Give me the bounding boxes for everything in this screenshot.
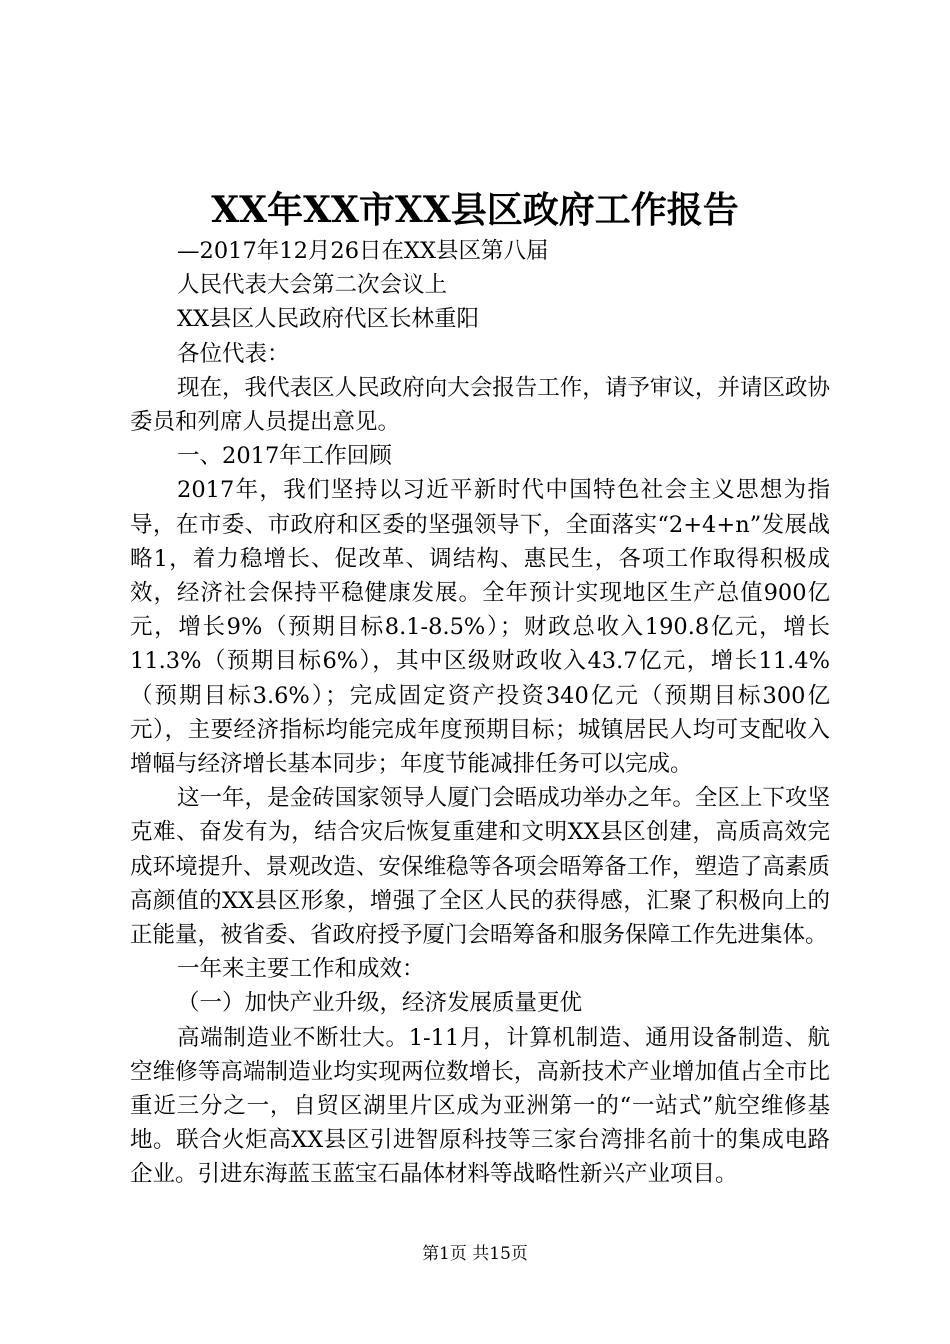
greeting: 各位代表： — [177, 340, 290, 367]
subtitle-line-speaker: XX县区人民政府代区长林重阳 — [177, 306, 480, 333]
paragraph-summit: 这一年，是金砖国家领导人厦门会晤成功举办之年。全区上下攻坚克难、奋发有为，结合灾后恢复重建和文明XX县区创建，高质高效完成环境提升、景观改造、安保维稳等各项会晤筹备工作，塑造了高素质高颜值的XX县区形象，增强了全区人民的获得感，汇聚了积极向上的正能量，被省委、省政府授予厦门会晤筹备和服务保障工作先进集体。 — [130, 785, 830, 949]
paragraph-achievements-heading: 一年来主要工作和成效： — [177, 956, 425, 983]
paragraph-intro: 现在，我代表区人民政府向大会报告工作，请予审议，并请区政协委员和列席人员提出意见。 — [130, 374, 830, 436]
document-title: XX年XX市XX县区政府工作报告 — [211, 189, 739, 231]
page-number: 第1页 共15页 — [422, 1244, 528, 1264]
section-heading: 一、2017年工作回顾 — [177, 443, 392, 470]
subtitle-line-meeting: 人民代表大会第二次会议上 — [177, 272, 448, 299]
paragraph-review: 2017年，我们坚持以习近平新时代中国特色社会主义思想为指导，在市委、市政府和区委的坚强领导下，全面落实“2+4+n”发展战略1，着力稳增长、促改革、调结构、惠民生，各项工作取得积极成效，经济社会保持平稳健康发展。全年预计实现地区生产总值900亿元，增长9%（预期目标8.1-8.5%）；财政总收入190.8亿元，增长11.3%（预期目标6%），其中区级财政收入43.7亿元，增长11.4%（预期目标3.6%）；完成固定资产投资340亿元（预期目标300亿元），主要经济指标均能完成年度预期目标；城镇居民人均可支配收入增幅与经济增长基本同步；年度节能减排任务可以完成。 — [130, 477, 830, 778]
paragraph-manufacturing: 高端制造业不断壮大。1-11月，计算机制造、通用设备制造、航空维修等高端制造业均实现两位数增长，高新技术产业增加值占全市比重近三分之一，自贸区湖里片区成为亚洲第一的“一站式”航空维修基地。联合火炬高XX县区引进智原科技等三家台湾排名前十的集成电路企业。引进东海蓝玉蓝宝石晶体材料等战略性新兴产业项目。 — [130, 1024, 830, 1188]
subsection-heading: （一）加快产业升级，经济发展质量更优 — [177, 990, 583, 1017]
subtitle-line-date: —2017年12月26日在XX县区第八届 — [177, 238, 549, 264]
document-body — [130, 234, 830, 1192]
